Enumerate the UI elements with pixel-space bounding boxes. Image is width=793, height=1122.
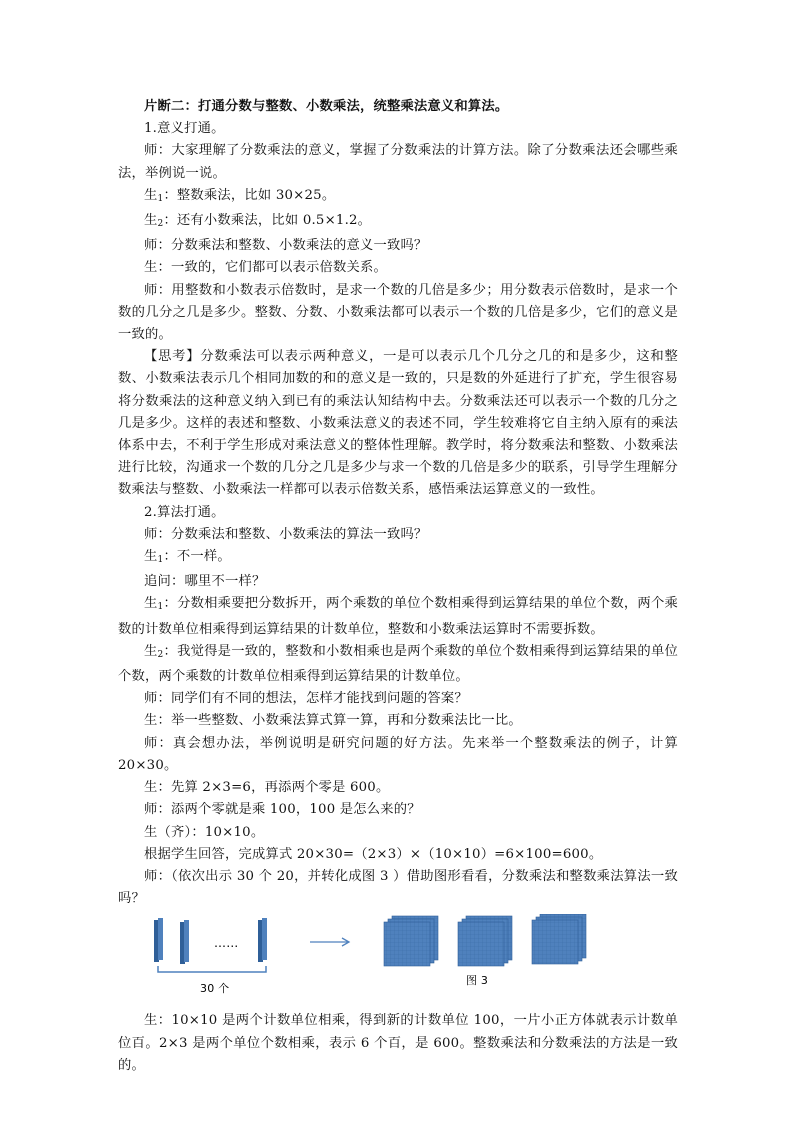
brace-label: 30 个 <box>200 982 230 996</box>
section-title: 片断二：打通分数与整数、小数乘法，统整乘法意义和算法。 <box>144 99 509 114</box>
dialogue-line: 生$_2$：我觉得是一致的，整数和小数相乘也是两个乘数的单位个数相乘得到运算结果的单位个数，两个乘数的计数单位相乘得到运算结果的计数单位。 <box>118 643 678 685</box>
paragraph: 师：同学们有不同的想法，怎样才能找到问题的答案？ <box>144 691 468 707</box>
dialogue-line: 生$_2$：还有小数乘法，比如 0.5×1.2。 <box>144 213 372 230</box>
hundred-stack <box>532 914 586 964</box>
subsection-heading: 2.算法打通。 <box>144 504 225 520</box>
dialogue-line: 生$_1$：整数乘法，比如 30×25。 <box>144 187 336 204</box>
paragraph: 师：用整数和小数表示倍数时，是求一个数的几倍是多少；用分数表示倍数时，是求一个数的几分之几是多少。整数、分数、小数乘法都可以表示一个数的几倍是多少，它们的意义是一致的。 <box>118 282 678 343</box>
paragraph: 生：举一些整数、小数乘法算式算一算，再和分数乘法比一比。 <box>144 713 522 729</box>
ellipsis-dots: …… <box>214 936 239 951</box>
hundred-block-stacks <box>384 914 586 966</box>
paragraph: 师：大家理解了分数乘法的意义，掌握了分数乘法的计算方法。除了分数乘法还会哪些乘法，举例说一说。 <box>118 143 678 181</box>
dialogue-line: 生$_1$：分数相乘要把分数拆开，两个乘数的单位个数相乘得到运算结果的单位个数，两个乘数的计数单位相乘得到运算结果的计数单位，整数和小数乘法运算时不需要拆数。 <box>118 596 678 637</box>
paragraph: 追问：哪里不一样？ <box>144 574 266 590</box>
paragraph: 师：真会想办法，举例说明是研究问题的好方法。先来举一个整数乘法的例子，计算20×30。 <box>118 735 678 773</box>
reflection-paragraph: 【思考】分数乘法可以表示两种意义，一是可以表示几个几分之几的和是多少，这和整数、小数乘法表示几个相同加数的和的意义是一致的，只是数的外延进行了扩充，学生很容易将分数乘法的这种意义纳入到已有的乘法认知结构中去。分数乘法还可以表示一个数的几分之几是多少。这样的表述和整数、小数乘法意义的表述不同，学生较难将它自主纳入原有的乘法体系中去，不利于学生形成对乘法意义的整体性理解。教学时，将分数乘法和整数、小数乘法进行比较，沟通求一个数的几分之几是多少与求一个数的几倍是多少的联系，引导学生理解分数乘法与整数、小数乘法一样都可以表示倍数关系，感悟乘法运算意义的一致性。 <box>118 349 678 498</box>
subsection-heading: 1.意义打通。 <box>144 121 225 137</box>
paragraph: 师：（依次出示 30 个 20，并转化成图 3 ）借助图形看看，分数乘法和整数乘法算法一致吗？ <box>118 868 678 907</box>
paragraph: 师：分数乘法和整数、小数乘法的意义一致吗？ <box>144 238 428 254</box>
rod-block <box>180 920 189 964</box>
paragraph: 根据学生回答，完成算式 20×30=（2×3）×（10×10）=6×100=600。 <box>144 846 603 862</box>
document-body <box>118 96 678 1077</box>
rod-block <box>258 918 267 962</box>
dialogue-line: 生$_1$：不一样。 <box>144 549 231 566</box>
paragraph: 生（齐）：10×10。 <box>144 824 265 840</box>
paragraph: 生：一致的，它们都可以表示倍数关系。 <box>144 260 387 276</box>
rod-block <box>154 918 163 962</box>
paragraph: 生：先算 2×3=6，再添两个零是 600。 <box>144 780 390 796</box>
figure-caption: 图 3 <box>466 974 489 988</box>
paragraph: 生：10×10 是两个计数单位相乘，得到新的计数单位 100，一片小正方体就表示计数单位百。2×3 是两个单位个数相乘，表示 6 个百，是 600。整数乘法和分数乘法的方法是一致的。 <box>118 1013 678 1073</box>
rod-blocks <box>154 918 267 964</box>
paragraph: 师：添两个零就是乘 100，100 是怎么来的？ <box>144 802 421 818</box>
brace <box>158 966 266 972</box>
figure-3 <box>118 914 678 1004</box>
figure-3-graphic <box>118 914 678 1004</box>
paragraph: 师：分数乘法和整数、小数乘法的算法一致吗？ <box>144 526 428 542</box>
arrow-icon <box>310 938 349 946</box>
hundred-stack <box>384 916 438 966</box>
hundred-stack <box>458 916 512 966</box>
